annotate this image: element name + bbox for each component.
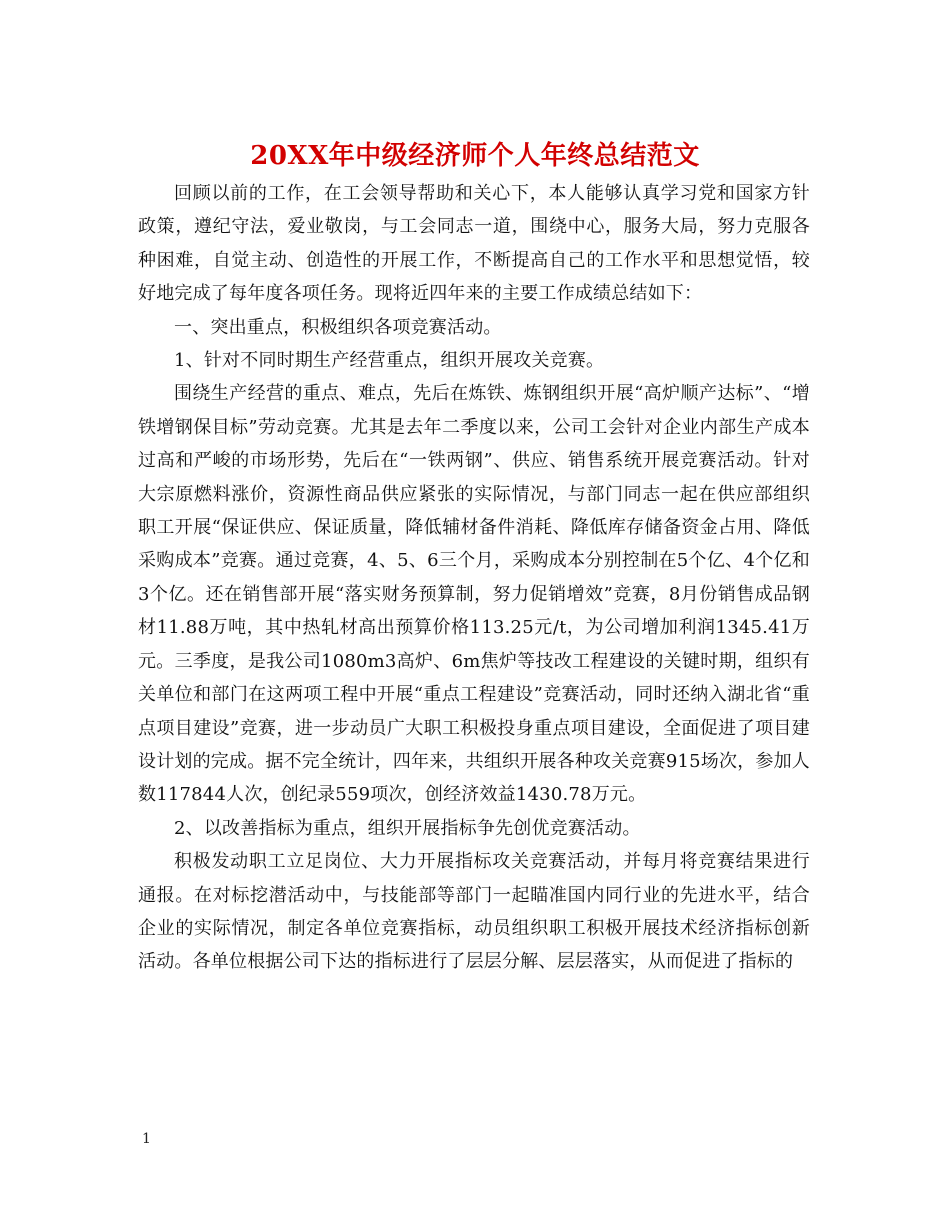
paragraph-intro: 回顾以前的工作，在工会领导帮助和关心下，本人能够认真学习党和国家方针政策，遵纪守法，爱业敬岗，与工会同志一道，围绕中心，服务大局，努力克服各种困难，自觉主动、创造性的开展工作，不断提高自己的工作水平和思想觉悟，较好地完成了每年度各项任务。现将近四年来的主要工作成绩总结如下： [138,183,810,305]
subsection-heading-2: 2、以改善指标为重点，组织开展指标争先创优竞赛活动。 [174,817,641,839]
paragraph-indicators: 积极发动职工立足岗位、大力开展指标攻关竞赛活动，并每月将竞赛结果进行通报。在对标挖潜活动中，与技能部等部门一起瞄准国内同行业的先进水平，结合企业的实际情况，制定各单位竞赛指标，动员组织职工积极开展技术经济指标创新活动。各单位根据公司下达的指标进行了层层分解、层层落实，从而促进了指标的 [138,851,810,973]
document-body [138,177,810,979]
section-heading-1: 一、突出重点，积极组织各项竞赛活动。 [174,316,502,338]
document-title: 20XX年中级经济师个人年终总结范文 [250,141,700,171]
paragraph-competitions: 围绕生产经营的重点、难点，先后在炼铁、炼钢组织开展“高炉顺产达标”、“增铁增钢保目标”劳动竞赛。尤其是去年二季度以来，公司工会针对企业内部生产成本过高和严峻的市场形势，先后在“一铁两钢”、供应、销售系统开展竞赛活动。针对大宗原燃料涨价，资源性商品供应紧张的实际情况，与部门同志一起在供应部组织职工开展“保证供应、保证质量，降低辅材备件消耗、降低库存储备资金占用、降低采购成本”竞赛。通过竞赛，4、5、6三个月，采购成本分别控制在5个亿、4个亿和3个亿。还在销售部开展“落实财务预算制，努力促销增效”竞赛，8月份销售成品钢材11.88万吨，其中热轧材高出预算价格113.25元/t，为公司增加利润1345.41万元。三季度，是我公司1080m3高炉、6m焦炉等技改工程建设的关键时期，组织有关单位和部门在这两项工程中开展“重点工程建设”竞赛活动，同时还纳入湖北省“重点项目建设”竞赛，进一步动员广大职工积极投身重点项目建设，全面促进了项目建设计划的完成。据不完全统计，四年来，共组织开展各种攻关竞赛915场次，参加人数117844人次，创纪录559项次，创经济效益1430.78万元。 [138,383,810,806]
page-number: 1 [142,1131,151,1147]
subsection-heading-1: 1、针对不同时期生产经营重点，组织开展攻关竞赛。 [174,350,605,372]
